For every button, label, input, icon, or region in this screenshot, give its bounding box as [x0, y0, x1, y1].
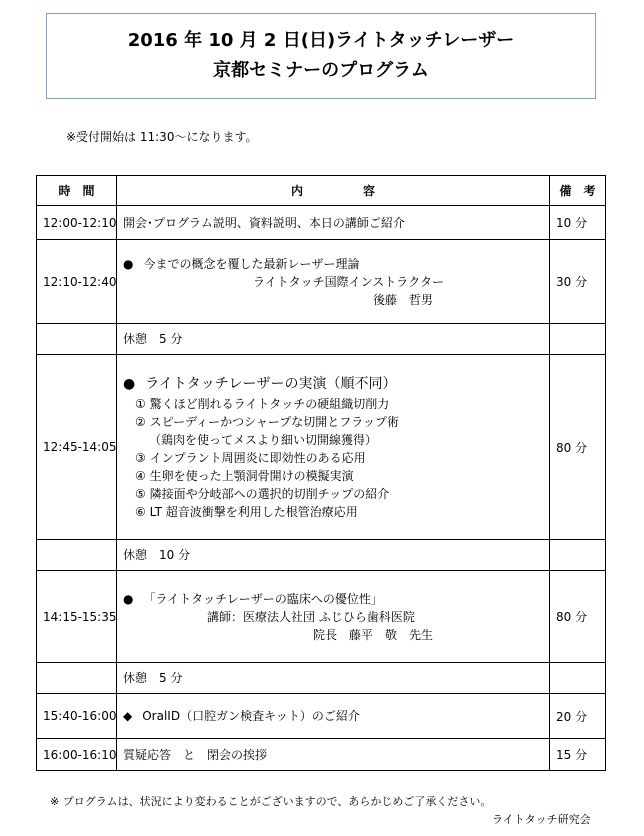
row-note: 20 分 [550, 694, 606, 739]
row-line: ● 今までの概念を覆した最新レーザー理論 [123, 256, 360, 271]
table-row [37, 739, 606, 771]
row-line: 後藤 哲男 [373, 292, 434, 307]
table-row-break [37, 663, 606, 694]
row-time: 12:10-12:40 [37, 240, 117, 324]
row-line: ① 驚くほど削れるライトタッチの硬組織切削力 [135, 397, 390, 411]
header-time: 時 間 [37, 176, 117, 206]
reception-notice: ※受付開始は 11:30～になります。 [66, 130, 258, 144]
row-note: 80 分 [550, 571, 606, 663]
table-row [37, 355, 606, 540]
row-line: ⑥ LT 超音波衝撃を利用した根管治療応用 [135, 505, 358, 519]
table-row-break [37, 540, 606, 571]
row-time [37, 324, 117, 355]
row-note [550, 540, 606, 571]
row-line: ● 「ライトタッチレーザーの臨床への優位性」 [123, 591, 383, 606]
header-content: 内 容 [117, 176, 550, 206]
row-content [117, 694, 550, 739]
row-line: 開会･プログラム説明、資料説明、本日の講師ご紹介 [123, 215, 405, 230]
row-note [550, 324, 606, 355]
row-content [117, 571, 550, 663]
table-header-row [37, 176, 606, 206]
row-line: 休憩 5 分 [123, 332, 183, 346]
row-note: 80 分 [550, 355, 606, 540]
row-content [117, 663, 550, 694]
row-time [37, 540, 117, 571]
row-note: 30 分 [550, 240, 606, 324]
row-note: 15 分 [550, 739, 606, 771]
row-content [117, 540, 550, 571]
table-row [37, 240, 606, 324]
row-line: ● ライトタッチレーザーの実演（順不同） [123, 376, 397, 392]
row-line: 講師：医療法人社団 ふじひら歯科医院 [207, 609, 415, 624]
row-line: ライトタッチ国際インストラクター [253, 274, 445, 289]
table-row-break [37, 324, 606, 355]
row-line: ◆ OralID（口腔ガン検査キット）のご紹介 [123, 709, 360, 723]
title-line-2: 京都セミナーのプログラム [213, 60, 429, 81]
footnote: ※ プログラムは、状況により変わることがございますので、あらかじめご了承ください。 [50, 795, 492, 808]
row-line: ③ インプラント周囲炎に即効性のある応用 [135, 451, 366, 465]
program-table [36, 175, 606, 771]
black-circle-bullet-icon: ● [123, 256, 134, 271]
row-content [117, 355, 550, 540]
row-line: ④ 生卵を使った上顎洞骨開けの模擬実演 [135, 469, 354, 483]
table-row [37, 694, 606, 739]
row-time: 14:15-15:35 [37, 571, 117, 663]
row-line: ⑤ 隣接面や分岐部への選択的切削チップの紹介 [135, 487, 390, 501]
row-time: 12:00-12:10 [37, 206, 117, 240]
row-line: 休憩 10 分 [123, 548, 191, 562]
row-time [37, 663, 117, 694]
row-content [117, 739, 550, 771]
row-content [117, 206, 550, 240]
row-time: 15:40-16:00 [37, 694, 117, 739]
row-line: 質疑応答 と 閉会の挨拶 [123, 747, 268, 762]
row-line: ② スピーディーかつシャープな切開とフラップ術 [135, 415, 400, 429]
title-line-1: 2016 年 10 月 2 日(日)ライトタッチレーザー [127, 30, 515, 51]
table-row [37, 571, 606, 663]
row-line: 休憩 5 分 [123, 671, 183, 685]
row-note [550, 663, 606, 694]
row-line: （鶏肉を使ってメスより細い切開線獲得） [149, 433, 378, 447]
table-row [37, 206, 606, 240]
black-circle-bullet-icon: ● [123, 591, 134, 606]
row-content [117, 324, 550, 355]
black-circle-bullet-icon: ● [123, 376, 136, 392]
diamond-bullet-icon: ◆ [123, 709, 133, 723]
row-content [117, 240, 550, 324]
row-time: 12:45-14:05 [37, 355, 117, 540]
header-note: 備 考 [550, 176, 606, 206]
organization-name: ライトタッチ研究会 [492, 813, 591, 826]
row-time: 16:00-16:10 [37, 739, 117, 771]
row-line: 院長 藤平 敬 先生 [313, 627, 434, 642]
title-box [46, 13, 596, 99]
row-note: 10 分 [550, 206, 606, 240]
